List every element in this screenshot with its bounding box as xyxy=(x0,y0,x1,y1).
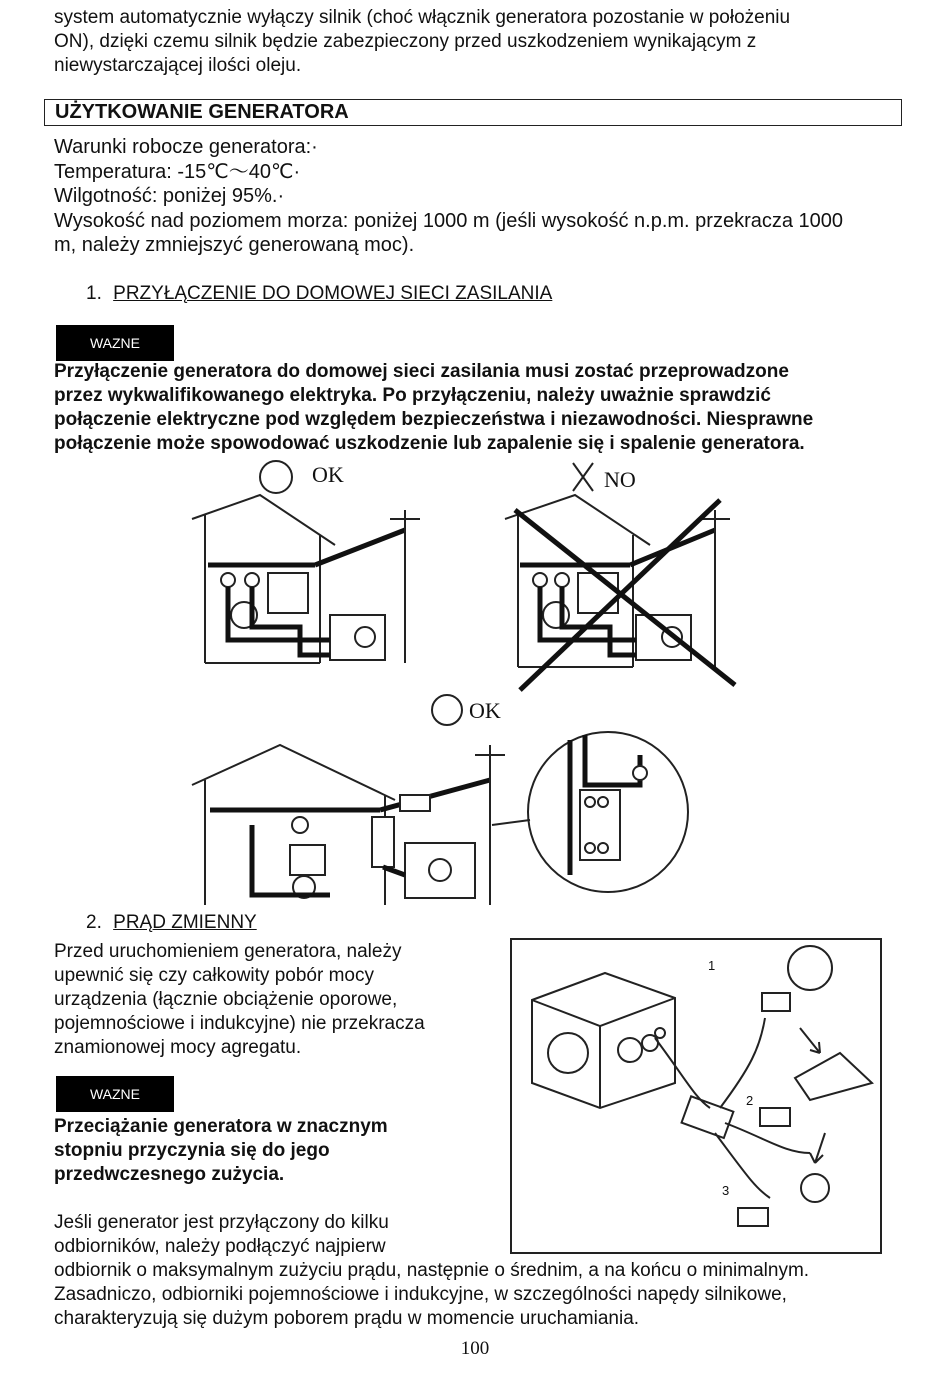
warning-line: stopniu przyczynia się do jego xyxy=(54,1140,330,1161)
item2-paragraph xyxy=(54,940,425,1060)
no-cross-icon xyxy=(573,463,593,491)
paragraph-line: Zasadniczo, odbiorniki pojemnościowe i indukcyjne, w szczególności napędy silnikowe, xyxy=(54,1284,787,1305)
item2-warning xyxy=(54,1115,388,1187)
house-no-illustration xyxy=(505,495,735,690)
paragraph-line: odbiornik o maksymalnym zużyciu prądu, następnie o średnim, a na końcu o minimalnym. xyxy=(54,1260,810,1281)
figure-step-number: 2 xyxy=(746,1093,754,1108)
conditions-line: Temperatura: -15℃～40℃· xyxy=(54,160,301,183)
intro-line: system automatycznie wyłączy silnik (choć włącznik generatora pozostanie w położeniu xyxy=(54,7,791,28)
warning-line: Przyłączenie generatora do domowej sieci zasilania musi zostać przeprowadzone xyxy=(54,361,789,382)
label-ok-top: OK xyxy=(312,462,344,487)
warning-line: przez wykwalifikowanego elektryka. Po przyłączeniu, należy uważnie sprawdzić xyxy=(54,385,771,406)
section-heading: UŻYTKOWANIE GENERATORA xyxy=(44,99,902,126)
paragraph-line: pojemnościowe i indukcyjne) nie przekracza xyxy=(54,1013,425,1034)
conditions-line: Wysokość nad poziomem morza: poniżej 1000 m (jeśli wysokość n.p.m. przekracza 1000 xyxy=(54,209,844,232)
paragraph-line: Jeśli generator jest przyłączony do kilku xyxy=(54,1212,389,1233)
operating-conditions xyxy=(54,135,843,258)
intro-paragraph xyxy=(54,6,790,78)
warning-line: połączenie może spowodować uszkodzenie lub zapalenie się i spalenie generatora. xyxy=(54,433,805,454)
paragraph-line: upewnić się czy całkowity pobór mocy xyxy=(54,965,374,986)
ok-circle-icon xyxy=(260,461,292,493)
important-badge: WAZNE xyxy=(56,325,174,361)
generator-illustration xyxy=(532,973,675,1108)
item2-number: 2. xyxy=(86,912,102,933)
intro-line: ON), dzięki czemu silnik będzie zabezpieczony przed uszkodzeniem wynikającym z xyxy=(54,31,757,52)
item1-title: PRZYŁĄCZENIE DO DOMOWEJ SIECI ZASILANIA xyxy=(113,283,553,304)
label-ok-bottom: OK xyxy=(469,698,501,723)
house-transfer-switch-illustration xyxy=(192,745,505,905)
item1-number: 1. xyxy=(86,283,102,304)
label-no: NO xyxy=(604,467,636,492)
house-ok-illustration xyxy=(192,495,420,663)
paragraph-line: znamionowej mocy agregatu. xyxy=(54,1037,302,1058)
important-badge: WAZNE xyxy=(56,1076,174,1112)
warning-line: przedwczesnego zużycia. xyxy=(54,1164,285,1185)
ok-circle-icon xyxy=(432,695,462,725)
transfer-switch-detail xyxy=(492,732,688,892)
conditions-line: Wilgotność: poniżej 95%.· xyxy=(54,185,285,207)
paragraph-line: odbiorników, należy podłączyć najpierw xyxy=(54,1236,386,1257)
figure-step-number: 1 xyxy=(708,958,716,973)
item1-warning xyxy=(54,360,813,456)
connection-illustration xyxy=(0,455,950,915)
page-number: 100 xyxy=(460,1338,490,1359)
item1-heading xyxy=(86,282,552,306)
intro-line: niewystarczającej ilości oleju. xyxy=(54,55,302,76)
conditions-line: m, należy zmniejszyć generowaną moc). xyxy=(54,234,415,256)
warning-line: Przeciążanie generatora w znacznym xyxy=(54,1116,388,1137)
item2-heading xyxy=(86,911,257,935)
item2-title: PRĄD ZMIENNY xyxy=(113,912,257,933)
figure-step-number: 3 xyxy=(722,1183,730,1198)
paragraph-line: Przed uruchomieniem generatora, należy xyxy=(54,941,402,962)
generator-loads-illustration xyxy=(510,938,882,1254)
paragraph-line: urządzenia (łącznie obciążenie oporowe, xyxy=(54,989,398,1010)
conditions-line: Warunki robocze generatora:· xyxy=(54,136,318,158)
warning-line: połączenie elektryczne pod względem bezpieczeństwa i niezawodności. Niesprawne xyxy=(54,409,814,430)
paragraph-line: charakteryzują się dużym poborem prądu w momencie uruchamiania. xyxy=(54,1308,640,1329)
